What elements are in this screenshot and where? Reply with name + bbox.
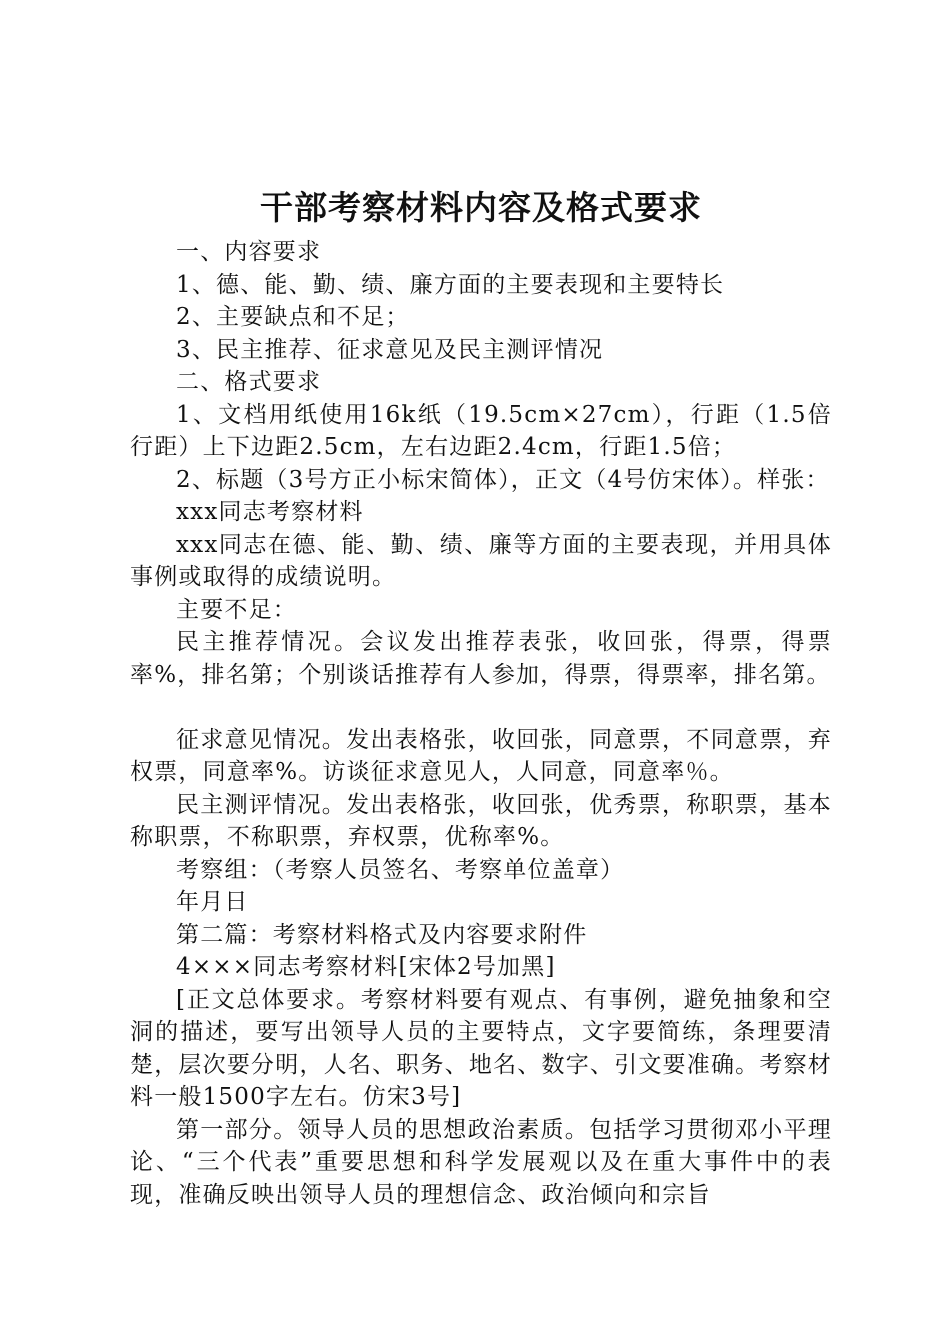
paragraph-format-heading: 二、格式要求 [176,369,322,395]
paragraph-first-part: 第一部分。领导人员的思想政治素质。包括学习贯彻邓小平理论、“三个代表”重要思想和科学发展观以及在重大事件中的表现，准确反映出领导人员的理想信念、政治倾向和宗旨 [130,1116,832,1208]
paragraph-part-two-heading: 第二篇：考察材料格式及内容要求附件 [176,921,588,948]
paragraph-content-heading: 一、内容要求 [176,239,322,265]
paragraph-opinion-survey: 征求意见情况。发出表格张，收回张，同意票，不同意票，弃权票，同意率%。访谈征求意见人，人同意，同意率％。 [130,726,832,785]
paragraph-sample-performance: xxx同志在德、能、勤、绩、廉等方面的主要表现，并用具体事例或取得的成绩说明。 [130,531,832,590]
paragraph-content-item-1: 1、德、能、勤、绩、廉方面的主要表现和主要特长 [176,271,725,298]
paragraph-general-requirements: [正文总体要求。考察材料要有观点、有事例，避免抽象和空洞的描述，要写出领导人员的主要特点，文字要简练，条理要清楚，层次要分明，人名、职务、地名、数字、引文要准确。考察材料一般1500字左右。仿宋3号] [130,986,832,1110]
paragraph-content-item-2: 2、主要缺点和不足； [176,304,410,330]
paragraph-sample-shortcomings: 主要不足： [176,596,297,623]
paragraph-format-item-2: 2、标题（3号方正小标宋简体），正文（4号仿宋体）。样张： [176,466,830,493]
paragraph-part-two-title: 4×××同志考察材料[宋体2号加黑] [176,954,556,980]
paragraph-inspection-group: 考察组：（考察人员签名、考察单位盖章） [176,856,625,883]
paragraph-recommendation: 民主推荐情况。会议发出推荐表张，收回张，得票，得票率%，排名第；个别谈话推荐有人参加，得票，得票率，排名第。 [130,629,832,688]
document-page [130,182,832,1211]
paragraph-format-item-1: 1、文档用纸使用16k纸（19.5cm×27cm），行距（1.5倍行距）上下边距2.5cm，左右边距2.4cm，行距1.5倍； [130,401,832,460]
paragraph-sample-title: xxx同志考察材料 [176,499,364,525]
paragraph-date: 年月日 [176,889,249,915]
paragraph-evaluation: 民主测评情况。发出表格张，收回张，优秀票，称职票，基本称职票，不称职票，弃权票，优称率%。 [130,791,832,850]
document-title: 干部考察材料内容及格式要求 [260,188,702,227]
paragraph-content-item-3: 3、民主推荐、征求意见及民主测评情况 [176,336,604,363]
paragraph-blank [130,691,832,724]
